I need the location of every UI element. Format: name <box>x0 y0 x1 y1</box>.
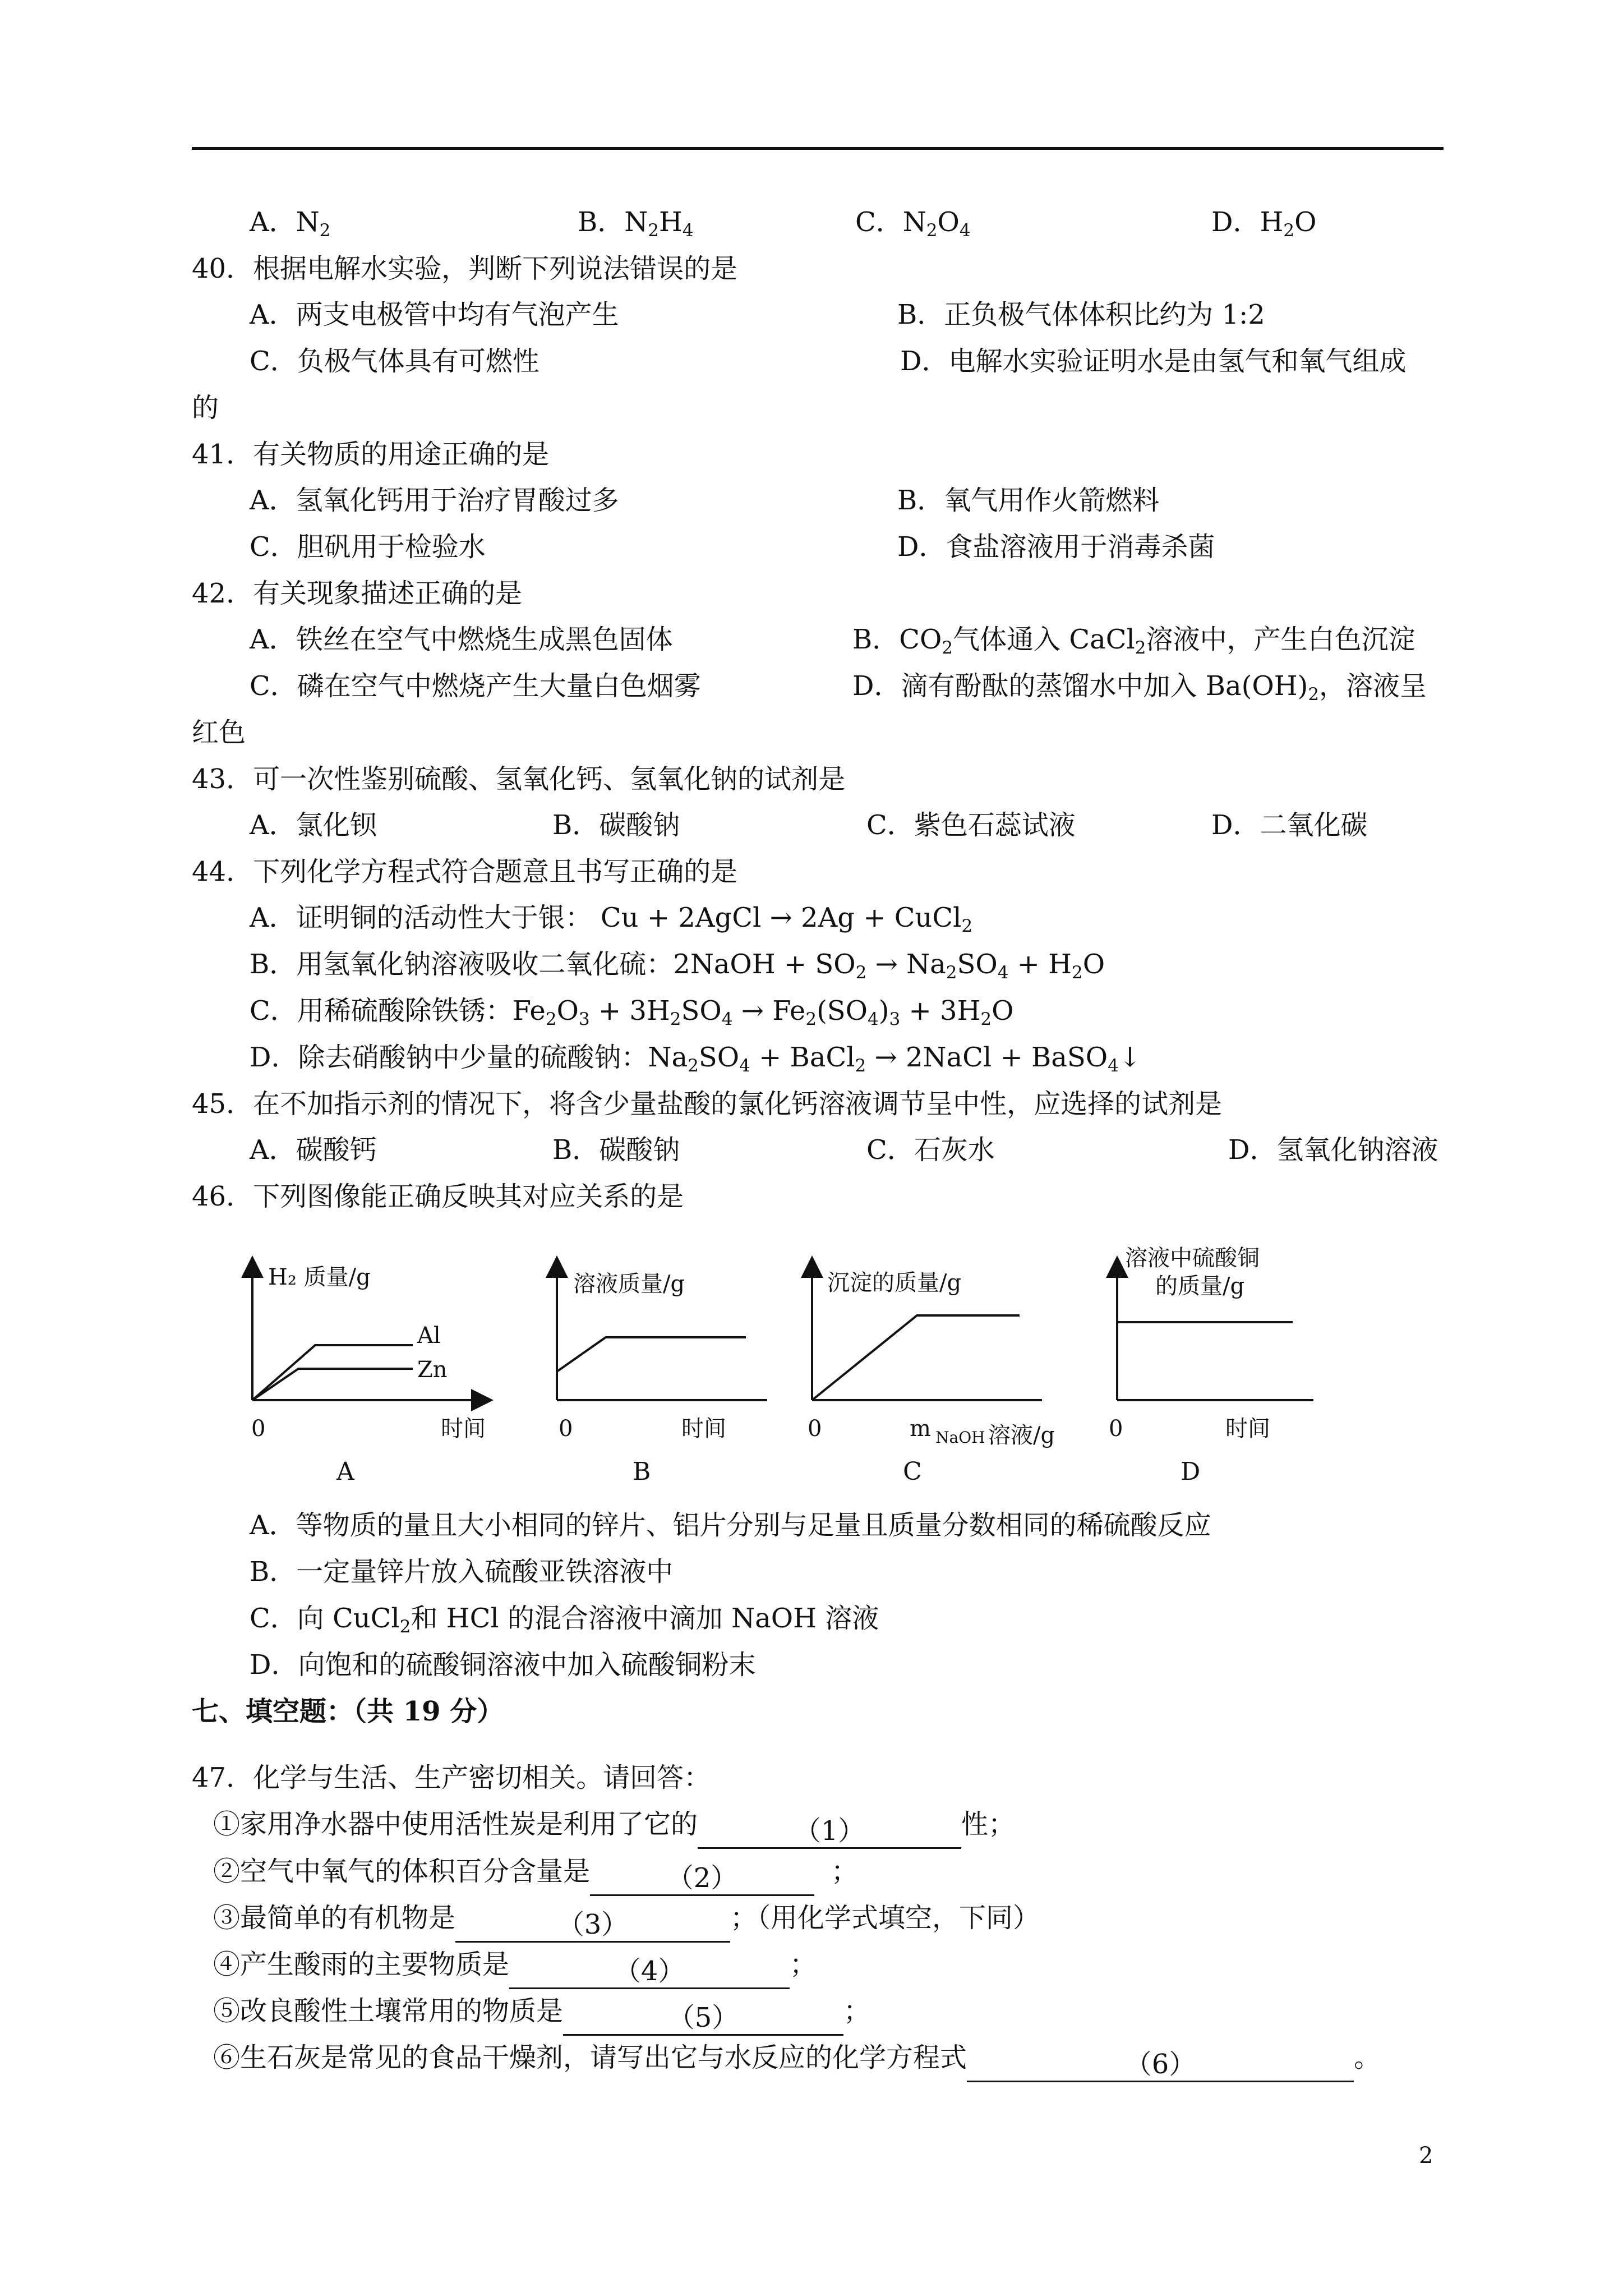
graph-d-panel-label: D <box>1181 1457 1201 1486</box>
q42-stem: 42．有关现象描述正确的是 <box>192 578 523 609</box>
graph-a-panel-label: A <box>336 1457 354 1486</box>
q41-option-a: A．氢氧化钙用于治疗胃酸过多 <box>250 485 619 516</box>
q40-option-d-cont: 的 <box>192 392 219 424</box>
graph-d-origin: 0 <box>1109 1416 1123 1442</box>
answer-blank-5[interactable]: （5） <box>563 2001 843 2036</box>
q40-option-c: C．负极气体具有可燃性 <box>250 346 540 377</box>
answer-blank-1[interactable]: （1） <box>698 1815 961 1849</box>
graph-b-ylabel: 溶液质量/g <box>573 1271 685 1297</box>
answer-blank-3[interactable]: （3） <box>455 1908 730 1943</box>
q43-option-b: B．碳酸钠 <box>552 809 680 841</box>
graph-c-xlabel-m: m <box>910 1416 931 1442</box>
q39-option-c: C．$N_2O_4$ <box>855 206 971 241</box>
q43-stem: 43．可一次性鉴别硫酸、氢氧化钙、氢氧化钠的试剂是 <box>192 763 846 795</box>
graph-c-line <box>812 1315 1020 1400</box>
q47-item-2: ②空气中氧气的体积百分含量是 （2） ； <box>213 1858 858 1896</box>
q45-option-a: A．碳酸钙 <box>250 1134 377 1166</box>
graph-a-origin: 0 <box>251 1416 266 1442</box>
q42-option-d-cont: 红色 <box>192 717 246 748</box>
q47-stem: 47．化学与生活、生产密切相关。请回答： <box>192 1762 711 1793</box>
graph-a-xlabel: 时间 <box>441 1416 486 1442</box>
q42-option-a: A．铁丝在空气中燃烧生成黑色固体 <box>250 624 673 655</box>
q41-option-b: B．氧气用作火箭燃料 <box>897 485 1160 516</box>
graph-b-panel-label: B <box>633 1457 651 1486</box>
q46-option-c: C．向 CuCl$_2$和 HCl 的混合溶液中滴加 NaOH 溶液 <box>250 1603 879 1637</box>
q46-option-b: B．一定量锌片放入硫酸亚铁溶液中 <box>250 1556 674 1588</box>
page-number: 2 <box>1419 2143 1433 2169</box>
graph-d-xlabel: 时间 <box>1225 1416 1270 1442</box>
q41-option-d: D．食盐溶液用于消毒杀菌 <box>897 531 1215 563</box>
q45-option-c: C．石灰水 <box>866 1134 995 1166</box>
q42-option-b: B．$CO_2$气体通入 CaCl$_2$溶液中，产生白色沉淀 <box>852 624 1415 658</box>
q45-option-d: D．氢氧化钠溶液 <box>1228 1134 1438 1166</box>
q42-option-d: D．滴有酚酞的蒸馏水中加入 $Ba(OH)_2$，溶液呈 <box>852 670 1427 705</box>
q47-item-1: ①家用净水器中使用活性炭是利用了它的 （1） 性； <box>213 1811 1015 1849</box>
graph-d-ylabel-2: 的质量/g <box>1155 1273 1245 1299</box>
q45-stem: 45．在不加指示剂的情况下，将含少量盐酸的氯化钙溶液调节呈中性，应选择的试剂是 <box>192 1088 1223 1120</box>
answer-blank-6[interactable]: （6） <box>967 2048 1354 2082</box>
q44-option-b: B．用氢氧化钠溶液吸收二氧化硫：2NaOH + $SO_2 \to Na_2SO_4 + H_2O$ <box>250 949 1105 983</box>
graph-b-xlabel: 时间 <box>681 1416 726 1442</box>
q40-option-a: A．两支电极管中均有气泡产生 <box>250 299 619 330</box>
graph-c-origin: 0 <box>808 1416 822 1442</box>
q43-option-c: C．紫色石蕊试液 <box>866 809 1076 841</box>
q46-option-a: A．等物质的量且大小相同的锌片、铝片分别与足量且质量分数相同的稀硫酸反应 <box>250 1510 1211 1541</box>
q47-item-5: ⑤改良酸性土壤常用的物质是 （5） ； <box>213 1998 870 2036</box>
q39-option-d: D．$H_2O$ <box>1211 206 1317 241</box>
graph-c-xlabel-rest: 溶液/g <box>988 1423 1055 1448</box>
header-rule <box>192 147 1444 150</box>
q46-option-d: D．向饱和的硫酸铜溶液中加入硫酸铜粉末 <box>250 1649 756 1681</box>
graph-b-origin: 0 <box>559 1416 573 1442</box>
q41-option-c: C．胆矾用于检验水 <box>250 531 486 563</box>
q43-option-d: D．二氧化碳 <box>1211 809 1368 841</box>
q47-item-3: ③最简单的有机物是 （3） ；（用化学式填空，下同） <box>213 1904 1040 1943</box>
q46-graphs <box>0 1228 1623 1498</box>
graph-a-label-al: Al <box>417 1323 441 1349</box>
q41-stem: 41．有关物质的用途正确的是 <box>192 439 550 470</box>
q47-item-6: ⑥生石灰是常见的食品干燥剂，请写出它与水反应的化学方程式 （6） 。 <box>213 2044 1381 2082</box>
graph-a-label-zn: Zn <box>417 1357 448 1383</box>
q43-option-a: A．氯化钡 <box>250 809 377 841</box>
q46-stem: 46．下列图像能正确反映其对应关系的是 <box>192 1181 684 1212</box>
q44-option-c: C．用稀硫酸除铁锈：$Fe_2O_3 + 3H_2SO_4 \to Fe_2(SO_4)_3 + 3H_2O$ <box>250 995 1014 1029</box>
q39-option-a: A．$N_2$ <box>250 206 331 241</box>
q45-option-b: B．碳酸钠 <box>552 1134 680 1166</box>
q40-stem: 40．根据电解水实验，判断下列说法错误的是 <box>192 253 738 284</box>
graph-d-ylabel-1: 溶液中硫酸铜 <box>1125 1245 1260 1271</box>
answer-blank-4[interactable]: （4） <box>509 1955 790 1989</box>
q40-option-d: D．电解水实验证明水是由氢气和氧气组成 <box>900 346 1407 377</box>
section-7-heading: 七、填空题：（共 19 分） <box>192 1696 504 1727</box>
graph-b-line <box>557 1337 746 1372</box>
graph-c-xlabel-sub: NaOH <box>935 1428 985 1447</box>
graph-a-line-al <box>252 1345 413 1400</box>
q39-option-b: B．$N_2H_4$ <box>578 206 694 241</box>
q42-option-c: C．磷在空气中燃烧产生大量白色烟雾 <box>250 670 701 702</box>
q44-stem: 44．下列化学方程式符合题意且书写正确的是 <box>192 856 738 887</box>
graph-a-line-zn <box>252 1369 413 1400</box>
q47-item-4: ④产生酸雨的主要物质是 （4） ； <box>213 1951 817 1989</box>
graph-c-panel-label: C <box>903 1457 922 1486</box>
graph-a-ylabel: H₂ 质量/g <box>268 1264 371 1290</box>
q44-option-a: A．证明铜的活动性大于银： Cu + 2AgCl → 2Ag + CuCl$_2$ <box>250 902 973 936</box>
answer-blank-2[interactable]: （2） <box>590 1862 814 1896</box>
q40-option-b: B．正负极气体体积比约为 1:2 <box>897 299 1265 330</box>
q44-option-d: D．除去硝酸钠中少量的硫酸钠：$Na_2SO_4$ + BaCl$_2$ → 2NaCl + BaSO$_4$↓ <box>250 1042 1142 1076</box>
graph-c-ylabel: 沉淀的质量/g <box>827 1270 962 1296</box>
